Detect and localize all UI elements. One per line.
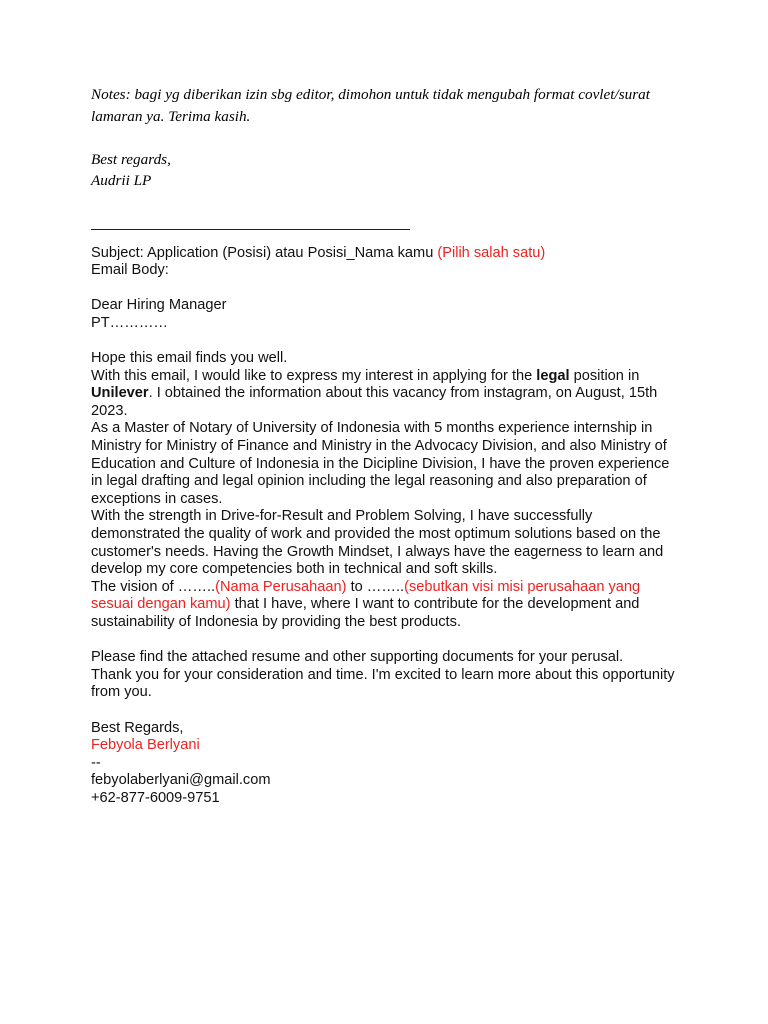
signature-email: febyolaberlyani@gmail.com bbox=[91, 772, 271, 789]
spacer-after-salutation bbox=[91, 332, 675, 350]
signature-closing: Best Regards, bbox=[91, 719, 184, 736]
vision-text-part-2: to …….. bbox=[346, 578, 405, 595]
spacer-after-subject bbox=[91, 280, 675, 298]
email-template-block bbox=[91, 245, 675, 808]
document-content bbox=[91, 84, 675, 808]
attachment-line: Please find the attached resume and other supporting documents for your perusal. bbox=[91, 649, 624, 666]
spacer-before-signature bbox=[91, 702, 675, 720]
intro-text-part-2: position in bbox=[569, 367, 640, 384]
notes-spacer bbox=[91, 127, 675, 149]
intro-position: legal bbox=[536, 367, 570, 384]
signature-phone: +62-877-6009-9751 bbox=[91, 789, 220, 806]
vision-mission-placeholder: (sebutkan visi misi perusahaan yang sesuai dengan kamu) bbox=[91, 578, 641, 613]
editor-note-author: Audrii LP bbox=[91, 172, 152, 189]
signature-separator: -- bbox=[91, 754, 101, 771]
vision-text-part-3: that I have, where I want to contribute for the development and sustainability of Indonesia by providing the best products. bbox=[91, 596, 640, 630]
company-placeholder: PT………… bbox=[91, 314, 169, 331]
intro-company: Unilever bbox=[91, 385, 149, 402]
thanks-paragraph: Thank you for your consideration and time. I'm excited to learn more about this opportunity from you. bbox=[91, 666, 675, 701]
email-body-label: Email Body: bbox=[91, 262, 169, 279]
editor-note-regards: Best regards, bbox=[91, 150, 171, 168]
signature-name: Febyola Berlyani bbox=[91, 737, 200, 754]
editor-note-line-1: Notes: bagi yg diberikan izin sbg editor, dimohon untuk tidak mengubah format covlet/surat bbox=[91, 86, 650, 103]
intro-text-part-1: With this email, I would like to express my interest in applying for the bbox=[91, 367, 537, 384]
subject-hint: (Pilih salah satu) bbox=[437, 244, 546, 261]
vision-company-placeholder: (Nama Perusahaan) bbox=[215, 578, 347, 595]
intro-paragraph bbox=[91, 368, 675, 421]
opening-line: Hope this email finds you well. bbox=[91, 350, 288, 367]
intro-text-part-3: . I obtained the information about this vacancy from instagram, on August, 15th 2023. bbox=[91, 385, 658, 419]
vision-paragraph bbox=[91, 579, 675, 632]
editor-notes-block bbox=[91, 84, 675, 192]
section-divider-wrapper bbox=[91, 192, 675, 230]
salutation: Dear Hiring Manager bbox=[91, 297, 227, 314]
qualifications-paragraph: As a Master of Notary of University of Indonesia with 5 months experience internship in Ministry for Ministry of Finance and Ministry in the Advocacy Division, and also Ministry of Education and Culture of Indonesia in the Dicipline Division, I have the proven experience in legal drafting and legal opinion including the legal reasoning and also preparation of exceptions in cases. bbox=[91, 420, 670, 507]
strengths-paragraph: With the strength in Drive-for-Result and Problem Solving, I have successfully demonstrated the quality of work and provided the most optimum solutions based on the customer's needs. Having the Growth Mindset, I always have the eagerness to learn and develop my core competencies both in technical and soft skills. bbox=[91, 508, 664, 578]
vision-text-part-1: The vision of …….. bbox=[91, 578, 216, 595]
subject-label: Subject: Application (Posisi) atau Posisi_Nama kamu bbox=[91, 244, 438, 261]
spacer-before-closing bbox=[91, 632, 675, 650]
subject-line bbox=[91, 245, 675, 263]
editor-note-line-2: lamaran ya. Terima kasih. bbox=[91, 107, 251, 125]
section-divider bbox=[91, 229, 410, 230]
